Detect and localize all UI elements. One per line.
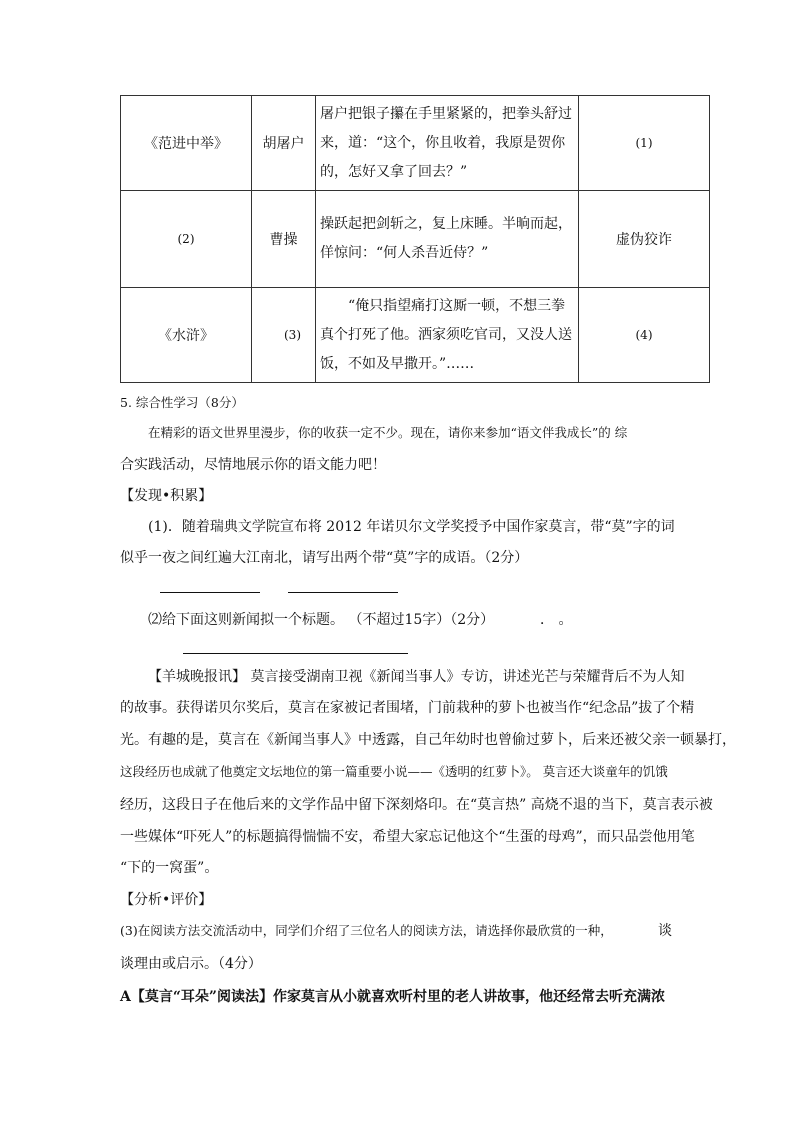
work-title-cell: (2) xyxy=(121,191,252,288)
character-cell: 曹操 xyxy=(252,191,316,288)
intro-line: 在精彩的语文世界里漫步，你的收获一定不少。现在，请你来参加“语文伴我成长”的 综 xyxy=(148,425,628,440)
news-line: 经历，这段日子在他后来的文学作品中留下深刻烙印。在“莫言热” 高烧不退的当下，莫言表示被 xyxy=(120,797,713,813)
question-1-line: (1)．随着瑞典文学院宣布将 2012 年诺贝尔文学奖授予中国作家莫言，带“莫”字的词 xyxy=(148,519,675,535)
characters-table xyxy=(120,95,710,383)
title-answer-blank[interactable] xyxy=(183,653,408,654)
part-heading: 【发现•积累】 xyxy=(120,488,213,504)
work-title-cell: 《范进中举》 xyxy=(121,96,252,191)
character-cell: (3) xyxy=(252,288,316,383)
trait-cell: (1) xyxy=(579,96,710,191)
news-line: 的故事。获得诺贝尔奖后，莫言在家被记者围堵，门前栽种的萝卜也被当作“纪念品”拔了个精 xyxy=(120,700,695,716)
work-title-cell: 《水浒》 xyxy=(121,288,252,383)
quote-text: “俺只指望痛打这厮一顿，不想三拳真个打死了他。洒家须吃官司，又没人送饭，不如及早撒开。”…… xyxy=(320,297,572,372)
quote-cell xyxy=(316,288,579,383)
question-2-dots: ． 。 xyxy=(540,612,573,628)
news-line: 这段经历也成就了他奠定文坛地位的第一篇重要小说——《透明的红萝卜》。 莫言还大谈童年的饥饿 xyxy=(120,764,668,779)
character-cell: 胡屠户 xyxy=(252,96,316,191)
quote-cell: 屠户把银子攥在手里紧紧的，把拳头舒过来，道：“这个，你且收着，我原是贺你的，怎好又拿了回去？” xyxy=(316,96,579,191)
table-row xyxy=(121,191,710,288)
question-1-line: 似乎一夜之间红遍大江南北，请写出两个带“莫”字的成语。（2分） xyxy=(120,550,529,566)
answer-blank[interactable] xyxy=(160,592,260,593)
question-3-line-tail: 谈 xyxy=(658,923,672,939)
section-heading: 5. 综合性学习（8分） xyxy=(120,395,244,410)
trait-cell: (4) xyxy=(579,288,710,383)
intro-line: 合实践活动，尽情地展示你的语文能力吧！ xyxy=(120,457,386,473)
news-line: 光。有趣的是，莫言在《新闻当事人》中透露，自己年幼时也曾偷过萝卜，后来还被父亲一顿暴打， xyxy=(120,732,736,748)
table-row xyxy=(121,288,710,383)
news-line: 一些媒体“吓死人”的标题搞得惴惴不安，希望大家忘记他这个“生蛋的母鸡”，而只品尝他用笔 xyxy=(120,829,695,845)
news-line: 【羊城晚报讯】 莫言接受湖南卫视《新闻当事人》专访，讲述光芒与荣耀背后不为人知 xyxy=(148,669,685,685)
question-2-line: ⑵给下面这则新闻拟一个标题。 （不超过15字）（2分） xyxy=(148,612,495,628)
answer-blank[interactable] xyxy=(288,592,398,593)
option-a-line: A【莫言“耳朵”阅读法】作家莫言从小就喜欢听村里的老人讲故事，他还经常去听充满浓 xyxy=(120,989,665,1005)
part-heading: 【分析•评价】 xyxy=(120,892,213,908)
news-line: “下的一窝蛋”。 xyxy=(120,860,219,876)
quote-cell: 操跃起把剑斩之，复上床睡。半晌而起，佯惊问：“何人杀吾近侍？” xyxy=(316,191,579,288)
trait-cell: 虚伪狡诈 xyxy=(579,191,710,288)
question-3-line: (3)在阅读方法交流活动中，同学们介绍了三位名人的阅读方法，请选择你最欣赏的一种， xyxy=(120,923,613,938)
question-3-line: 谈理由或启示。（4分） xyxy=(120,956,262,972)
table-row xyxy=(121,96,710,191)
